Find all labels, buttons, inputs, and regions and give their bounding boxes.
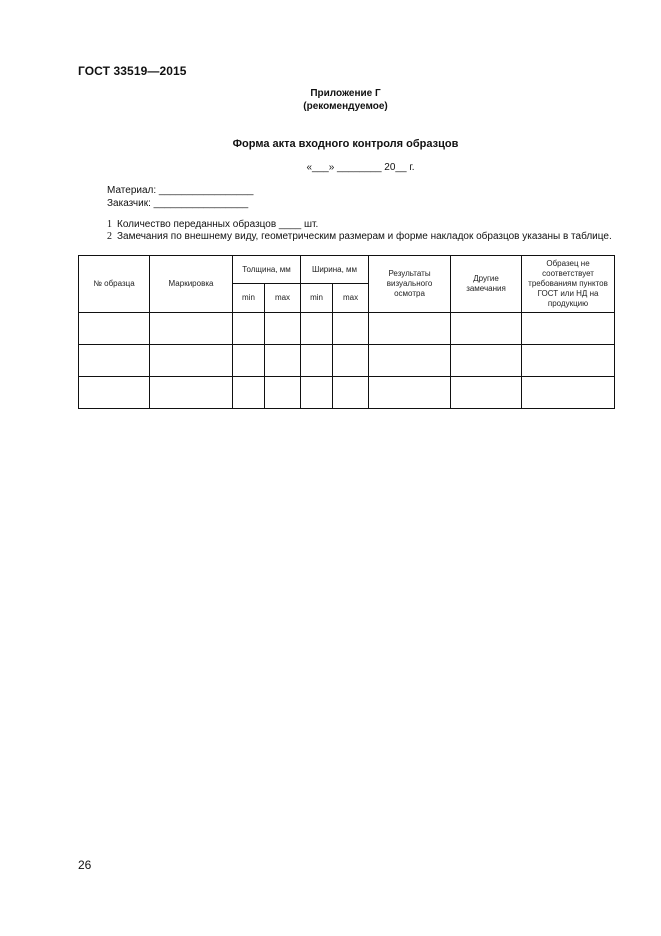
table-cell <box>333 345 369 377</box>
page-number: 26 <box>78 858 92 872</box>
appendix-heading <box>0 87 661 113</box>
table-cell <box>265 313 301 345</box>
table-cell <box>333 377 369 409</box>
form-title: Форма акта входного контроля образцов <box>232 138 459 150</box>
header-width: Ширина, мм <box>301 256 369 284</box>
note-item <box>107 231 612 242</box>
date-line: «___» ________ 20__ г. <box>306 162 415 173</box>
header-other-remarks: Другие замечания <box>451 256 522 313</box>
table-cell <box>369 377 451 409</box>
note-item <box>107 219 318 230</box>
header-thickness: Толщина, мм <box>233 256 301 284</box>
header-noncompliance: Образец не соответствует требованиям пунктов ГОСТ или НД на продукцию <box>522 256 615 313</box>
table-cell <box>265 345 301 377</box>
note-text: Замечания по внешнему виду, геометрическим размерам и форме накладок образцов указаны в таблице. <box>117 231 612 242</box>
table-cell <box>451 377 522 409</box>
table-cell <box>333 313 369 345</box>
document-code: ГОСТ 33519—2015 <box>78 64 187 78</box>
table-cell <box>233 345 265 377</box>
table-cell <box>150 377 233 409</box>
appendix-title: Приложение Г <box>310 88 381 99</box>
table-row <box>79 313 615 345</box>
header-thickness-max: max <box>265 284 301 313</box>
inspection-table <box>78 255 615 409</box>
header-width-max: max <box>333 284 369 313</box>
table-cell <box>150 345 233 377</box>
table-cell <box>150 313 233 345</box>
material-field: Материал: _________________ <box>107 185 254 196</box>
header-marking: Маркировка <box>150 256 233 313</box>
table-cell <box>79 345 150 377</box>
header-sample-number: № образца <box>79 256 150 313</box>
note-number: 1 <box>107 219 112 230</box>
table-cell <box>451 313 522 345</box>
header-visual-results: Результаты визуального осмотра <box>369 256 451 313</box>
table-row <box>79 345 615 377</box>
table-cell <box>301 345 333 377</box>
table-row <box>79 377 615 409</box>
table-cell <box>233 377 265 409</box>
table-cell <box>301 377 333 409</box>
table-cell <box>79 377 150 409</box>
table-cell <box>301 313 333 345</box>
table-cell <box>233 313 265 345</box>
table-cell <box>265 377 301 409</box>
table-cell <box>522 313 615 345</box>
table-cell <box>369 345 451 377</box>
header-thickness-min: min <box>233 284 265 313</box>
appendix-subtitle: (рекомендуемое) <box>303 101 388 112</box>
table-cell <box>522 377 615 409</box>
table-cell <box>79 313 150 345</box>
note-text: Количество переданных образцов ____ шт. <box>117 219 319 230</box>
customer-field: Заказчик: _________________ <box>107 198 249 209</box>
table-cell <box>451 345 522 377</box>
header-width-min: min <box>301 284 333 313</box>
note-number: 2 <box>107 231 112 242</box>
table-cell <box>369 313 451 345</box>
table-cell <box>522 345 615 377</box>
